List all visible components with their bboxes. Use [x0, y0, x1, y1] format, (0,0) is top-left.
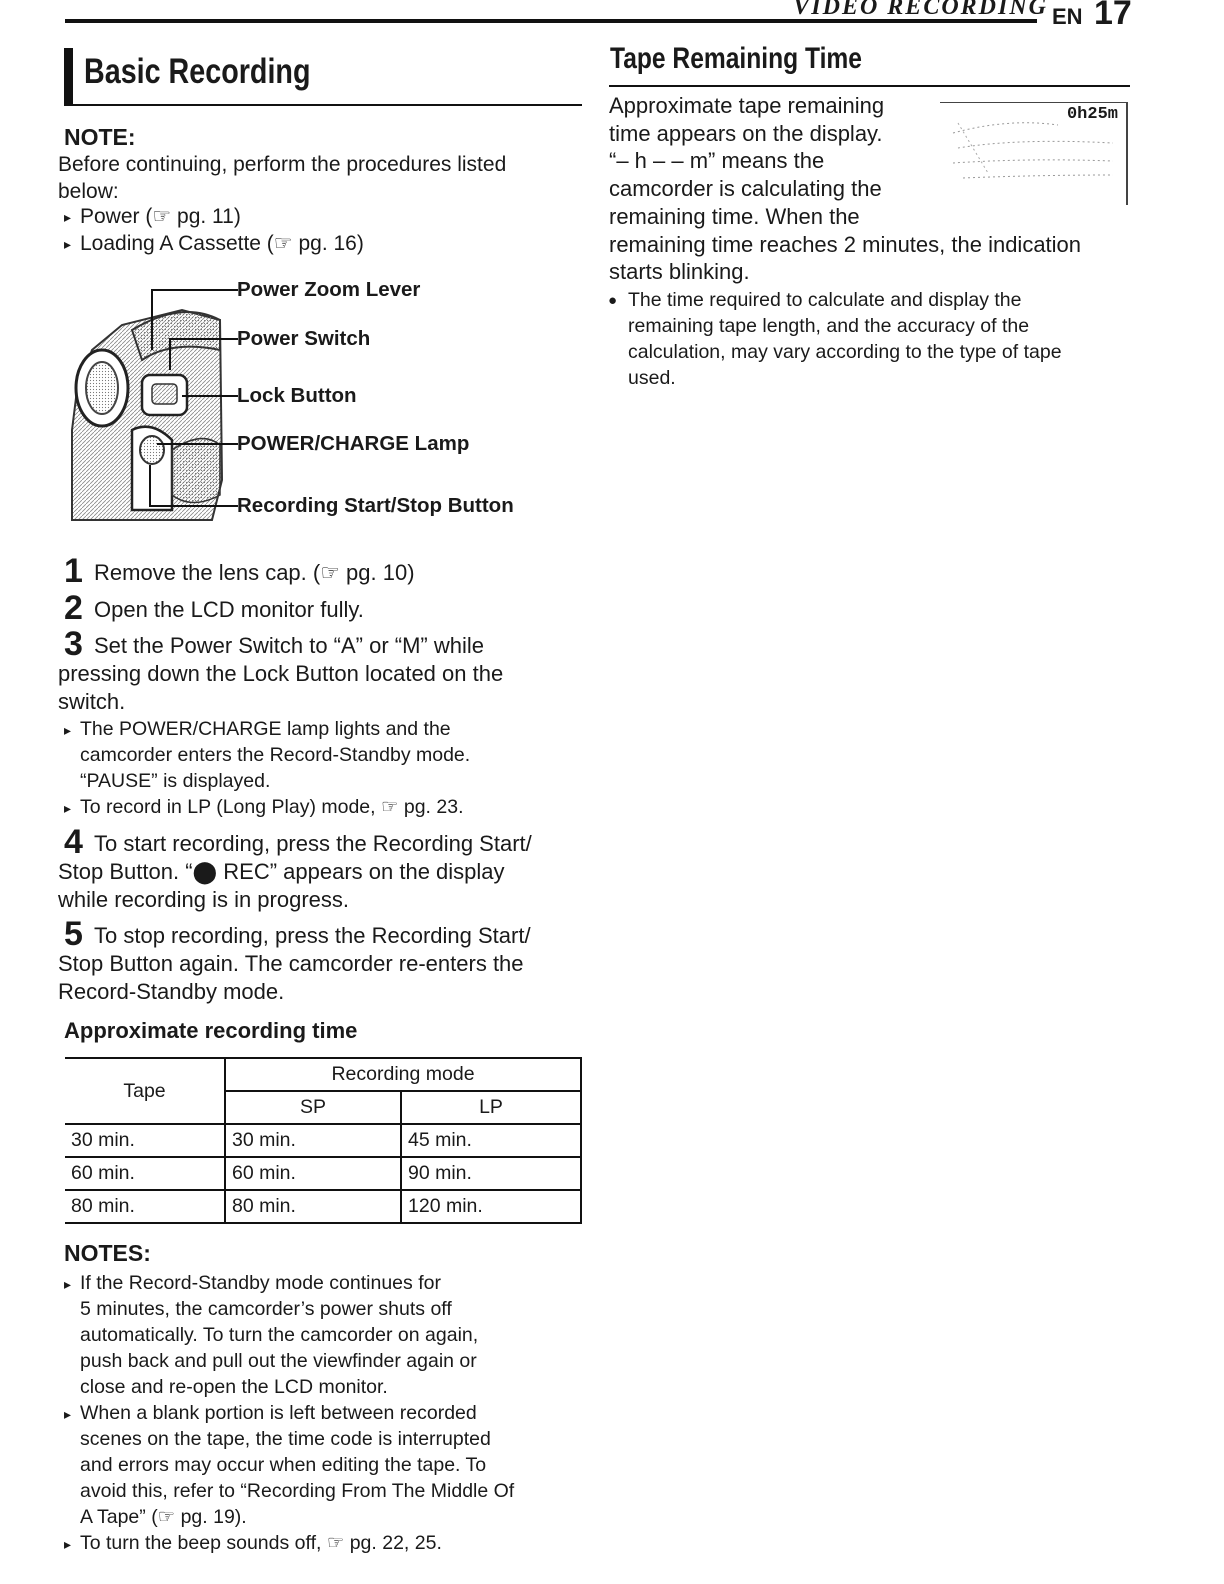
note-line: scenes on the tape, the time code is interrupted	[80, 1428, 491, 1450]
table-header-lp: LP	[401, 1091, 581, 1124]
notes-list	[80, 1270, 514, 1556]
table-cell: 80 min.	[65, 1190, 225, 1223]
section-title: VIDEO RECORDING	[793, 0, 1048, 20]
tape-line: time appears on the display.	[609, 120, 883, 146]
tape-title-rule	[609, 85, 1130, 87]
table-cell: 45 min.	[401, 1124, 581, 1157]
step-number: 4	[64, 823, 83, 861]
bullet-line: “PAUSE” is displayed.	[80, 770, 271, 792]
note-item: ▸ To turn the beep sounds off, ☞ pg. 22, 25.	[80, 1530, 514, 1556]
note-line: avoid this, refer to “Recording From The Middle Of	[80, 1480, 515, 1502]
table-row	[65, 1124, 581, 1157]
table-cell: 60 min.	[65, 1157, 225, 1190]
page-title: Basic Recording	[84, 52, 311, 91]
step-line: pressing down the Lock Button located on the	[58, 661, 504, 686]
callout-power-switch: Power Switch	[237, 327, 371, 350]
bullet-line: ● The time required to calculate and display the	[628, 289, 1022, 311]
step-line: To start recording, press the Recording Start/	[94, 831, 532, 856]
tape-line: “– h – – m” means the	[609, 148, 825, 174]
step-number: 3	[64, 625, 83, 663]
table-row	[65, 1157, 581, 1190]
note-line: close and re-open the LCD monitor.	[80, 1376, 388, 1398]
approx-heading: Approximate recording time	[64, 1018, 358, 1043]
note-line: and errors may occur when editing the tape. To	[80, 1454, 487, 1476]
tape-line: remaining time reaches 2 minutes, the indication	[609, 231, 1082, 257]
step-3-bullet	[80, 716, 470, 794]
step-5-text	[58, 922, 531, 1006]
table-header-mode: Recording mode	[225, 1058, 581, 1091]
note-bullet-power: ▸ Power (☞ pg. 11)	[80, 203, 364, 230]
note-line: 5 minutes, the camcorder’s power shuts off	[80, 1298, 452, 1320]
note-bullets	[80, 203, 364, 257]
table-header-sp: SP	[225, 1091, 401, 1124]
bullet-line: camcorder enters the Record-Standby mode.	[80, 744, 471, 766]
step-number: 2	[64, 589, 83, 627]
bullet-line: remaining tape length, and the accuracy of the	[628, 315, 1030, 337]
tape-section-title: Tape Remaining Time	[610, 42, 862, 75]
bullet-line: used.	[628, 367, 676, 389]
note-item	[80, 1270, 514, 1400]
note-line: ▸ When a blank portion is left between recorded	[80, 1402, 477, 1424]
tape-line: remaining time. When the	[609, 203, 860, 229]
camcorder-illustration	[62, 280, 242, 525]
note-line: Before continuing, perform the procedures listed	[58, 153, 507, 176]
tape-description	[609, 92, 1081, 286]
note-line: automatically. To turn the camcorder on again,	[80, 1324, 479, 1346]
note-text	[58, 151, 506, 205]
note-line: A Tape” (☞ pg. 19).	[80, 1506, 247, 1528]
table-cell: 80 min.	[225, 1190, 401, 1223]
language-label: EN	[1052, 4, 1083, 29]
table-cell: 60 min.	[225, 1157, 401, 1190]
tape-line: Approximate tape remaining	[609, 93, 885, 118]
recording-time-table	[65, 1057, 582, 1224]
step-3-bullet: ▸ To record in LP (Long Play) mode, ☞ pg. 23.	[80, 794, 470, 820]
step-3-text	[58, 632, 504, 716]
page-number: 17	[1094, 0, 1132, 32]
step-1-text: Remove the lens cap. (☞ pg. 10)	[94, 560, 415, 585]
table-cell: 120 min.	[401, 1190, 581, 1223]
step-line: while recording is in progress.	[58, 887, 350, 912]
table-header-tape: Tape	[65, 1058, 225, 1124]
note-line: ▸ If the Record-Standby mode continues for	[80, 1272, 441, 1294]
tape-bullet	[628, 287, 1062, 391]
notes-heading: NOTES:	[64, 1240, 151, 1266]
callout-power-zoom-lever: Power Zoom Lever	[237, 278, 421, 301]
tape-bullet-item	[628, 287, 1062, 391]
step-line: Set the Power Switch to “A” or “M” while	[94, 633, 485, 658]
title-rule	[64, 104, 582, 106]
step-line: Stop Button again. The camcorder re-enters the	[58, 951, 524, 976]
callout-lock-button: Lock Button	[237, 384, 357, 407]
bullet-line: calculation, may vary according to the type of tape	[628, 341, 1062, 363]
bullet-line: ▸ The POWER/CHARGE lamp lights and the	[80, 718, 451, 740]
step-3-bullets	[80, 716, 470, 820]
tape-line: camcorder is calculating the	[609, 176, 882, 202]
note-line: below:	[58, 180, 119, 203]
tape-line: starts blinking.	[609, 259, 750, 285]
table-cell: 90 min.	[401, 1157, 581, 1190]
step-2-text: Open the LCD monitor fully.	[94, 597, 364, 622]
note-bullet-cassette: ▸ Loading A Cassette (☞ pg. 16)	[80, 230, 364, 257]
step-number: 5	[64, 915, 83, 953]
callout-recording-button: Recording Start/Stop Button	[237, 494, 514, 517]
table-row	[65, 1190, 581, 1223]
table-cell: 30 min.	[65, 1124, 225, 1157]
note-item	[80, 1400, 514, 1530]
step-line: Stop Button. “⬤ REC” appears on the display	[58, 859, 505, 884]
step-line: To stop recording, press the Recording Start/	[94, 923, 531, 948]
step-number: 1	[64, 552, 83, 590]
step-line: switch.	[58, 689, 126, 714]
title-marker	[64, 48, 73, 104]
step-4-text	[58, 830, 532, 914]
remaining-time-readout: 0h25m	[1066, 105, 1118, 124]
table-cell: 30 min.	[225, 1124, 401, 1157]
note-heading: NOTE:	[64, 124, 136, 150]
step-line: Record-Standby mode.	[58, 979, 285, 1004]
callout-power-charge-lamp: POWER/CHARGE Lamp	[237, 432, 470, 455]
note-line: push back and pull out the viewfinder again or	[80, 1350, 477, 1372]
